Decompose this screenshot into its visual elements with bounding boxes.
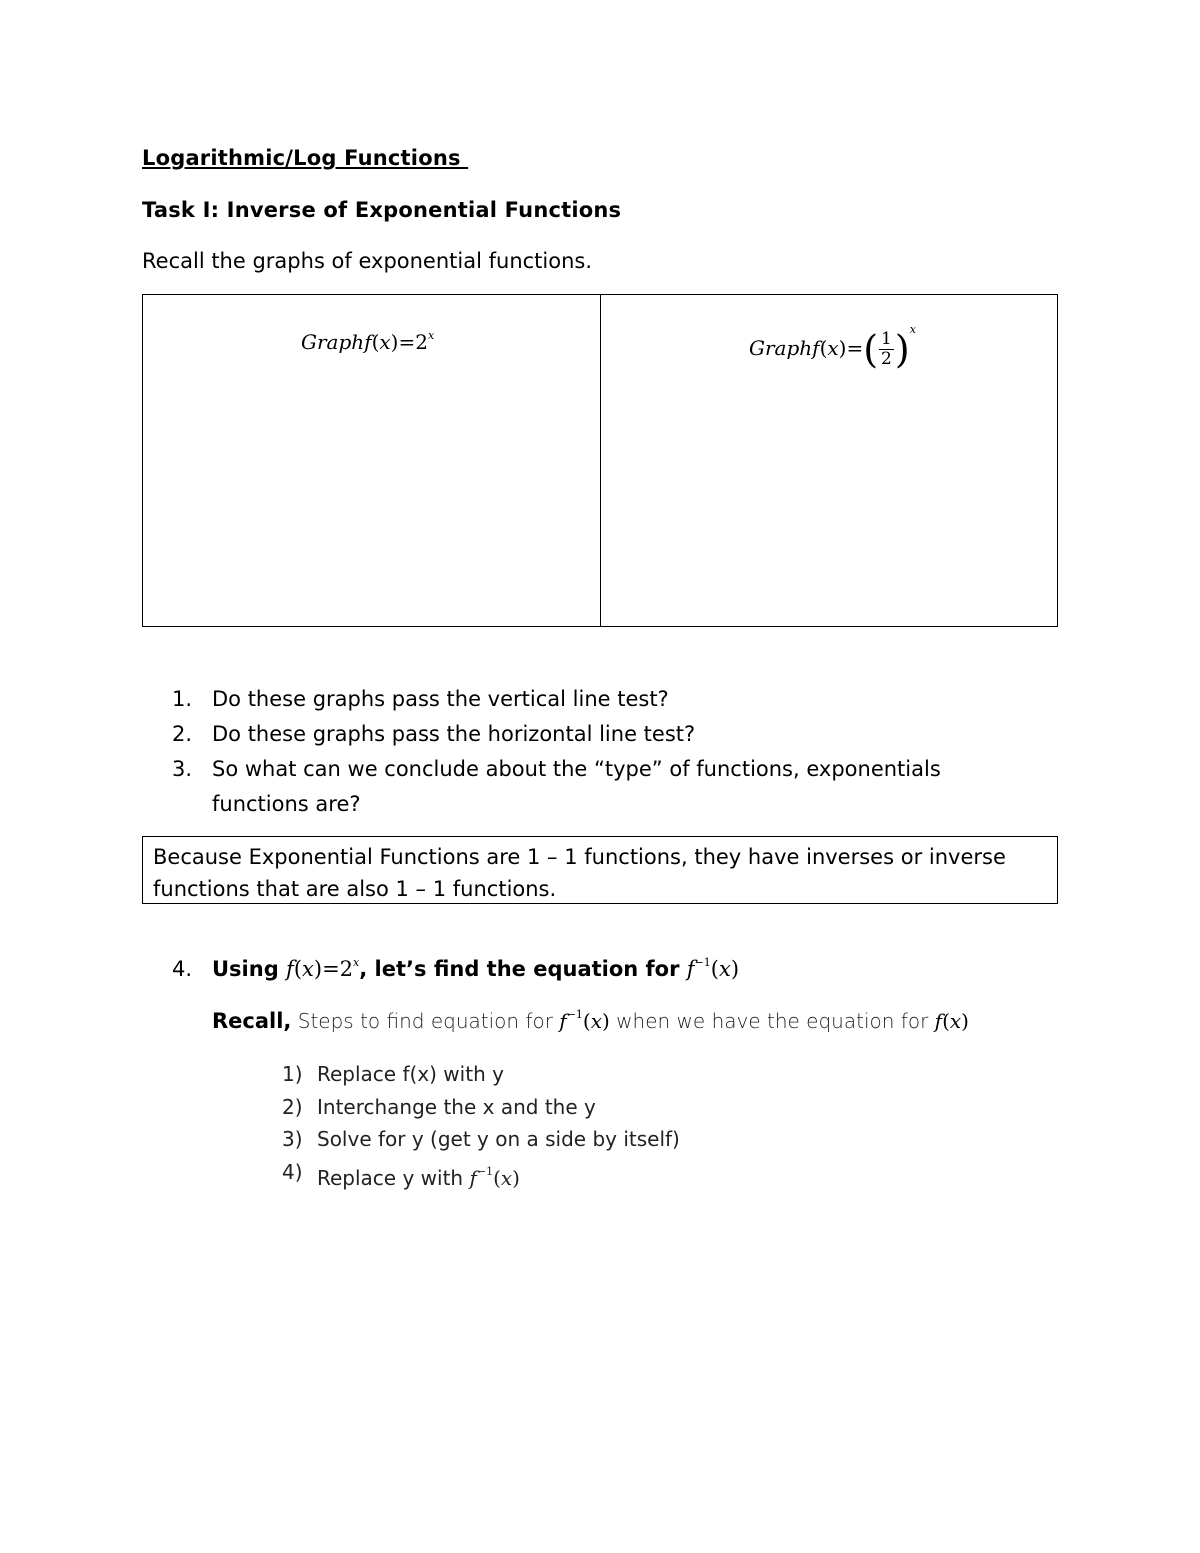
intro-text: Recall the graphs of exponential functions. xyxy=(142,249,593,273)
worksheet-title: Logarithmic/Log Functions xyxy=(142,146,469,170)
question-item: 2. Do these graphs pass the horizontal line test? xyxy=(172,722,696,746)
question-4: 4. Using $f(x)=2^x$, let’s find the equation for $f^{-1}(x)$ xyxy=(172,956,740,981)
graph-cell-left-label: $Graphf(x)=2^x$ xyxy=(301,329,435,354)
graph-cell-right-label: Graphf(x)=( $\frac{1}{2}$ )$^x$ xyxy=(749,323,916,372)
answer-box: Because Exponential Functions are 1 – 1 functions, they have inverses or inverse functions that are also 1 – 1 functions. xyxy=(142,836,1058,904)
question-item: 1. Do these graphs pass the vertical line test? xyxy=(172,687,669,711)
step-item: 3) Solve for y (get y on a side by itself) xyxy=(282,1127,680,1151)
graph-table-divider xyxy=(600,295,601,626)
fraction: $\frac{1}{2}$ xyxy=(881,329,892,369)
question-item: 3. So what can we conclude about the “type” of functions, exponentials functions are? xyxy=(172,757,941,816)
question-4-number: 4. xyxy=(172,957,193,981)
steps-list xyxy=(282,1058,680,1194)
recall-line: Recall, Steps to find equation for $f^{-1}(x)$ when we have the equation for f(x) xyxy=(212,1008,969,1033)
task-heading: Task I: Inverse of Exponential Functions xyxy=(142,198,622,222)
graph-table xyxy=(142,294,1058,627)
step-item: 1) Replace f(x) with y xyxy=(282,1062,504,1086)
questions-list xyxy=(172,682,1032,822)
step-item: 2) Interchange the x and the y xyxy=(282,1094,596,1119)
step-item: 4) Replace y with $f^{-1}(x)$ xyxy=(282,1159,520,1190)
